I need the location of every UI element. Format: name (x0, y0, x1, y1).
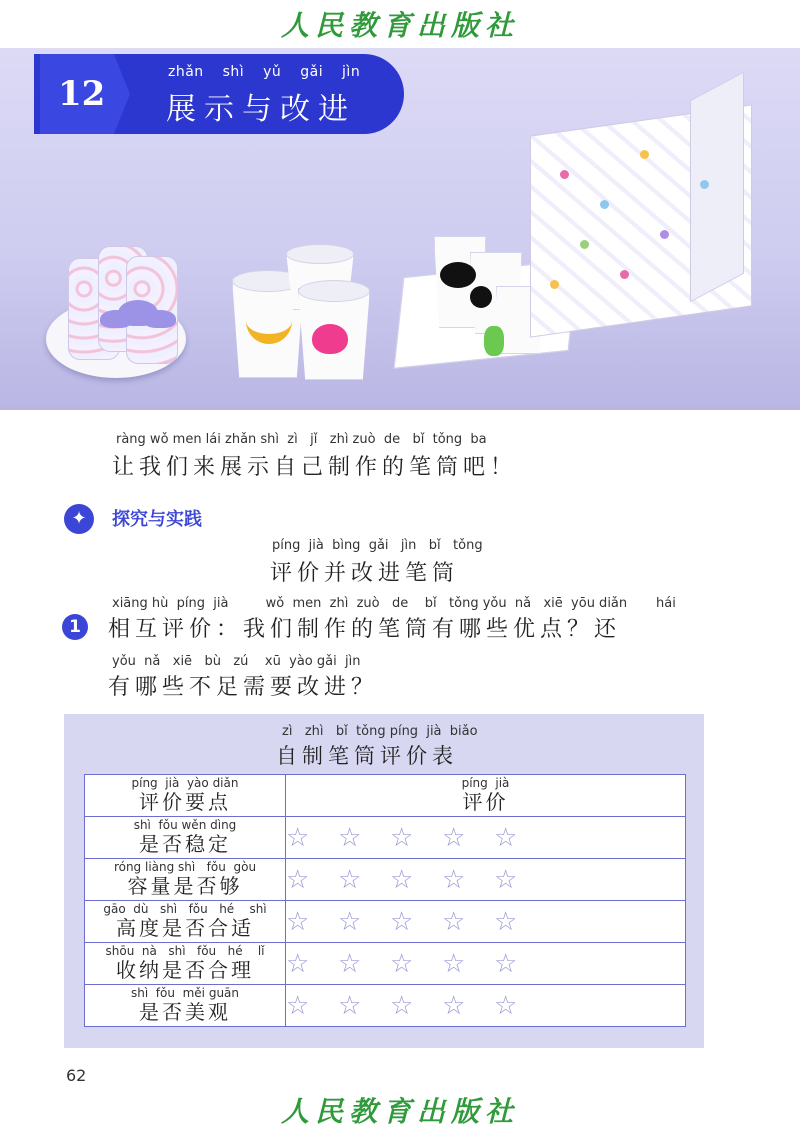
page-number: 62 (66, 1066, 87, 1085)
box-pattern-dot (560, 170, 569, 179)
star-icon[interactable]: ☆ (286, 864, 310, 895)
star-icon[interactable]: ☆ (390, 990, 414, 1021)
criterion-label: 高度是否合适 (116, 916, 254, 940)
table-header-row (85, 775, 686, 817)
question-line1: 相互评价：我们制作的笔筒有哪些优点？还 (108, 617, 622, 642)
star-icon[interactable]: ☆ (390, 822, 414, 853)
paper-storage-box-side (690, 72, 744, 303)
activity-title: 评价并改进笔筒 (270, 561, 460, 586)
question-line1-pinyin: xiāng hù píng jià wǒ men zhì zuò de bǐ tǒng yǒu nǎ xiē yōu diǎn hái (112, 596, 676, 611)
star-rating (286, 817, 686, 859)
criterion-pinyin: gāo dù shì fǒu hé shì (103, 902, 267, 916)
star-icon[interactable]: ☆ (494, 990, 518, 1021)
activity-pinyin: píng jià bìng gǎi jìn bǐ tǒng (272, 538, 483, 553)
criterion-cell (85, 901, 286, 943)
star-icon[interactable]: ☆ (390, 906, 414, 937)
star-icon[interactable]: ☆ (494, 822, 518, 853)
criterion-pinyin: shì fǒu měi guān (130, 986, 240, 1000)
star-icon[interactable]: ☆ (338, 822, 362, 853)
star-icon[interactable]: ☆ (338, 948, 362, 979)
question-number: 1 (62, 614, 88, 640)
table-title: 自制笔筒评价表 (276, 744, 458, 768)
header-rating-pinyin: píng jià (461, 776, 510, 790)
criterion-pinyin: shì fǒu wěn dìng (133, 818, 237, 832)
header-criteria: 评价要点 (139, 790, 231, 814)
table-row (85, 901, 686, 943)
star-icon[interactable]: ☆ (390, 864, 414, 895)
criterion-label: 收纳是否合理 (116, 958, 254, 982)
star-icon[interactable]: ☆ (494, 906, 518, 937)
star-icon[interactable]: ☆ (286, 948, 310, 979)
table-row (85, 985, 686, 1027)
star-rating (286, 943, 686, 985)
star-rating (286, 901, 686, 943)
star-rating (286, 985, 686, 1027)
header-criteria-cell (85, 775, 286, 817)
star-icon[interactable]: ☆ (338, 990, 362, 1021)
intro-text: 让我们来展示自己制作的笔筒吧！ (112, 455, 518, 480)
criterion-cell (85, 943, 286, 985)
publisher-logo-top: 人民教育出版社 (280, 9, 519, 42)
table-row (85, 859, 686, 901)
header-rating: 评价 (462, 790, 509, 814)
box-pattern-dot (640, 150, 649, 159)
apple-drawing (312, 324, 348, 354)
star-icon[interactable]: ☆ (494, 948, 518, 979)
criterion-pinyin: shōu nà shì fǒu hé lǐ (105, 944, 265, 958)
box-pattern-dot (660, 230, 669, 239)
question-line2-pinyin: yǒu nǎ xiē bù zú xū yào gǎi jìn (112, 654, 361, 669)
star-icon[interactable]: ☆ (442, 822, 466, 853)
box-pattern-dot (600, 200, 609, 209)
intro-pinyin: ràng wǒ men lái zhǎn shì zì jǐ zhì zuò de bǐ tǒng ba (116, 432, 487, 447)
ribbon-bow (118, 300, 158, 326)
star-icon[interactable]: ☆ (286, 906, 310, 937)
lesson-number: 12 (58, 74, 106, 114)
star-icon[interactable]: ☆ (338, 906, 362, 937)
star-icon[interactable]: ☆ (442, 906, 466, 937)
box-pattern-dot (580, 240, 589, 249)
star-rating (286, 859, 686, 901)
star-icon[interactable]: ☆ (390, 948, 414, 979)
star-icon[interactable]: ☆ (338, 864, 362, 895)
star-icon[interactable]: ☆ (286, 822, 310, 853)
paper-cup-rim (298, 280, 370, 302)
table-row (85, 817, 686, 859)
criterion-pinyin: róng liàng shì fǒu gòu (113, 860, 257, 874)
table-title-pinyin: zì zhì bǐ tǒng píng jià biǎo (282, 724, 478, 739)
header-criteria-pinyin: píng jià yào diǎn (131, 776, 239, 790)
star-icon[interactable]: ☆ (442, 948, 466, 979)
header-rating-cell (286, 775, 686, 817)
explore-practice-icon: ✦ (64, 504, 94, 534)
table-row (85, 943, 686, 985)
box-pattern-dot (620, 270, 629, 279)
star-icon[interactable]: ☆ (442, 864, 466, 895)
lesson-title-pinyin: zhǎn shì yǔ gǎi jìn (168, 64, 361, 80)
criterion-label: 是否美观 (139, 1000, 231, 1024)
star-icon[interactable]: ☆ (494, 864, 518, 895)
criterion-cell (85, 817, 286, 859)
box-pattern-dot (550, 280, 559, 289)
green-frog-drawing (484, 326, 504, 356)
publisher-logo-bottom: 人民教育出版社 (280, 1095, 519, 1128)
star-icon[interactable]: ☆ (442, 990, 466, 1021)
criterion-label: 是否稳定 (139, 832, 231, 856)
criterion-label: 容量是否够 (127, 874, 243, 898)
lesson-title: 展示与改进 (166, 92, 356, 127)
question-line2: 有哪些不足需要改进？ (108, 675, 379, 700)
box-pattern-dot (700, 180, 709, 189)
section-label: 探究与实践 (112, 509, 202, 530)
criterion-cell (85, 985, 286, 1027)
criterion-cell (85, 859, 286, 901)
evaluation-table (84, 774, 686, 1027)
cow-spot (440, 262, 476, 288)
star-icon[interactable]: ☆ (286, 990, 310, 1021)
cow-spot (470, 286, 492, 308)
paper-cup-rim (286, 244, 354, 264)
